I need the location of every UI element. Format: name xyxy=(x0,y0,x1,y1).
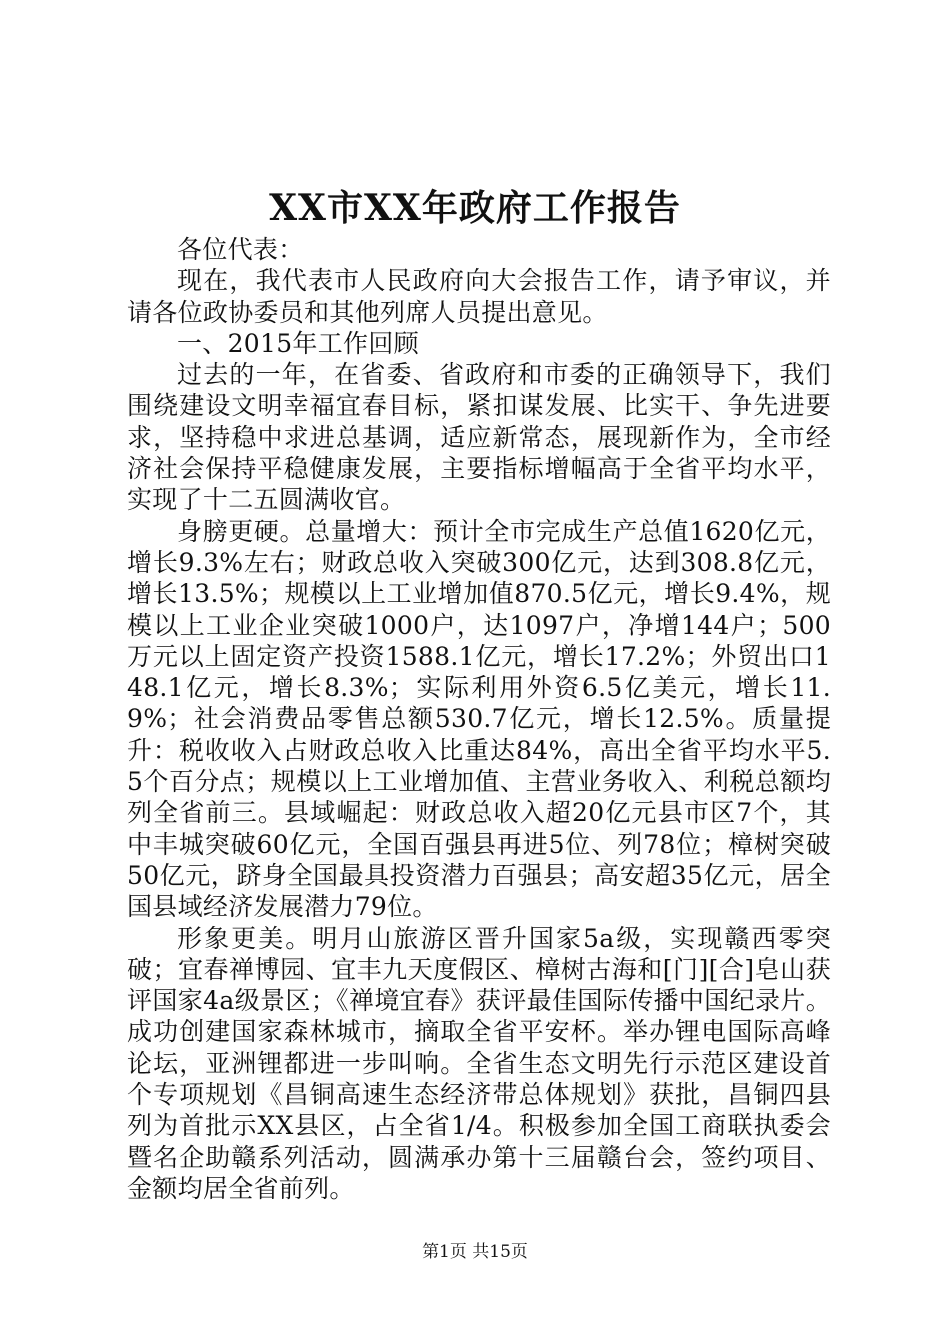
paragraph-intro: 现在，我代表市人民政府向大会报告工作，请予审议，并请各位政协委员和其他列席人员提出意见。 xyxy=(127,266,831,327)
paragraph-review: 过去的一年，在省委、省政府和市委的正确领导下，我们围绕建设文明幸福宜春目标，紧扣谋发展、比实干、争先进要求，坚持稳中求进总基调，适应新常态，展现新作为，全市经济社会保持平稳健康发展，主要指标增幅高于全省平均水平，实现了十二五圆满收官。 xyxy=(127,360,831,515)
salutation: 各位代表： xyxy=(177,235,304,264)
section-heading: 一、2015年工作回顾 xyxy=(177,328,419,358)
paragraph-economy: 身膀更硬。总量增大：预计全市完成生产总值1620亿元，增长9.3%左右；财政总收入突破300亿元，达到308.8亿元，增长13.5%；规模以上工业增加值870.5亿元，增长9.4%，规模以上工业企业突破1000户，达1097户，净增144户；500万元以上固定资产投资1588.1亿元，增长17.2%；外贸出口148.1亿元，增长8.3%；实际利用外资6.5亿美元，增长11.9%；社会消费品零售总额530.7亿元，增长12.5%。质量提升：税收收入占财政总收入比重达84%，高出全省平均水平5.5个百分点；规模以上工业增加值、主营业务收入、利税总额均列全省前三。县域崛起：财政总收入超20亿元县市区7个，其中丰城突破60亿元，全国百强县再进5位、列78位；樟树突破50亿元，跻身全国最具投资潜力百强县；高安超35亿元，居全国县域经济发展潜力79位。 xyxy=(127,516,831,922)
document-title: XX市XX年政府工作报告 xyxy=(269,187,681,229)
page-number: 第1页 共15页 xyxy=(422,1242,528,1262)
paragraph-image: 形象更美。明月山旅游区晋升国家5a级，实现赣西零突破；宜春禅博园、宜丰九天度假区、樟树古海和[门][合]皂山获评国家4a级景区；《禅境宜春》获评最佳国际传播中国纪录片。成功创建国家森林城市，摘取全省平安杯。举办锂电国际高峰论坛，亚洲锂都进一步叫响。全省生态文明先行示范区建设首个专项规划《昌铜高速生态经济带总体规划》获批，昌铜四县列为首批示XX县区，占全省1/4。积极参加全国工商联执委会暨名企助赣系列活动，圆满承办第十三届赣台会，签约项目、金额均居全省前列。 xyxy=(127,923,832,1203)
document-body xyxy=(127,234,831,1204)
